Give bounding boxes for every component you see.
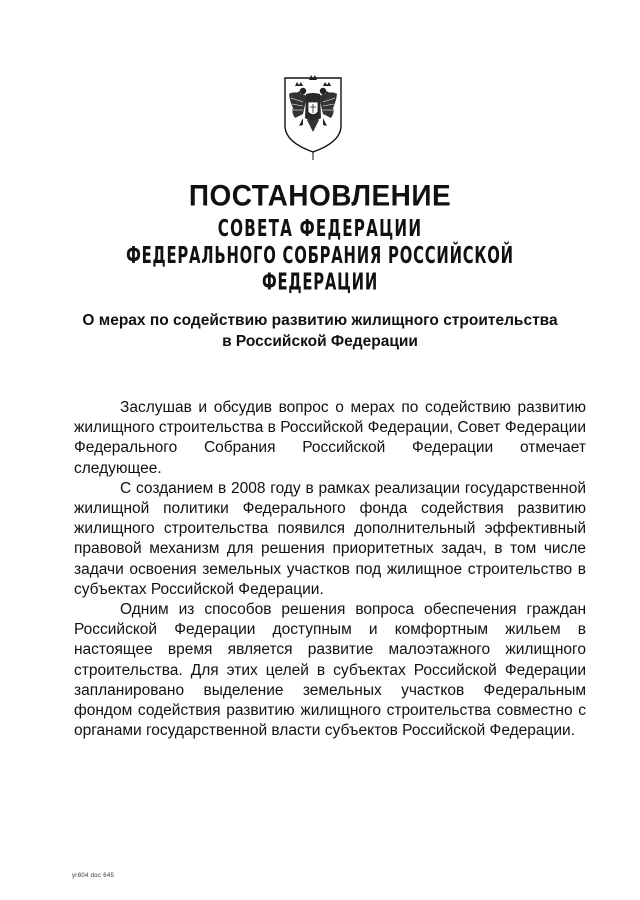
footer-document-code: уг804 doc 645: [72, 873, 115, 879]
subject-line-2: в Российской Федерации: [222, 333, 418, 350]
coat-of-arms-emblem-icon: [281, 72, 345, 160]
document-body: [74, 398, 586, 741]
subject-line-1: О мерах по содействию развитию жилищного строительства: [82, 312, 558, 329]
document-title: ПОСТАНОВЛЕНИЕ: [188, 179, 452, 212]
body-paragraph-3: Одним из способов решения вопроса обеспечения граждан Российской Федерации доступным и комфортным жильем в настоящее время является развитие малоэтажного жилищного строительства. Для этих целей в субъектах Российской Федерации запланировано выделение земельных участков Федеральным фондом содействия развитию жилищного строительства совместно с органами государственной власти субъектов Российской Федерации.: [74, 601, 586, 740]
document-subject: [60, 310, 580, 352]
issuer-line-2: ФЕДЕРАЛЬНОГО СОБРАНИЯ РОССИЙСКОЙ ФЕДЕРАЦИИ: [126, 242, 514, 296]
body-paragraph-2: С созданием в 2008 году в рамках реализации государственной жилищной политики Федерального фонда содействия развитию жилищного строительства появился дополнительный эффективный правовой механизм для решения приоритетных задач, в том числе задачи освоения земельных участков под жилищное строительство в субъектах Российской Федерации.: [74, 479, 586, 598]
issuer-line-1: СОВЕТА ФЕДЕРАЦИИ: [217, 215, 423, 243]
body-paragraph-1: Заслушав и обсудив вопрос о мерах по содействию развитию жилищного строительства в Российской Федерации, Совет Федерации Федерального Собрания Российской Федерации отмечает следующее.: [74, 399, 586, 477]
